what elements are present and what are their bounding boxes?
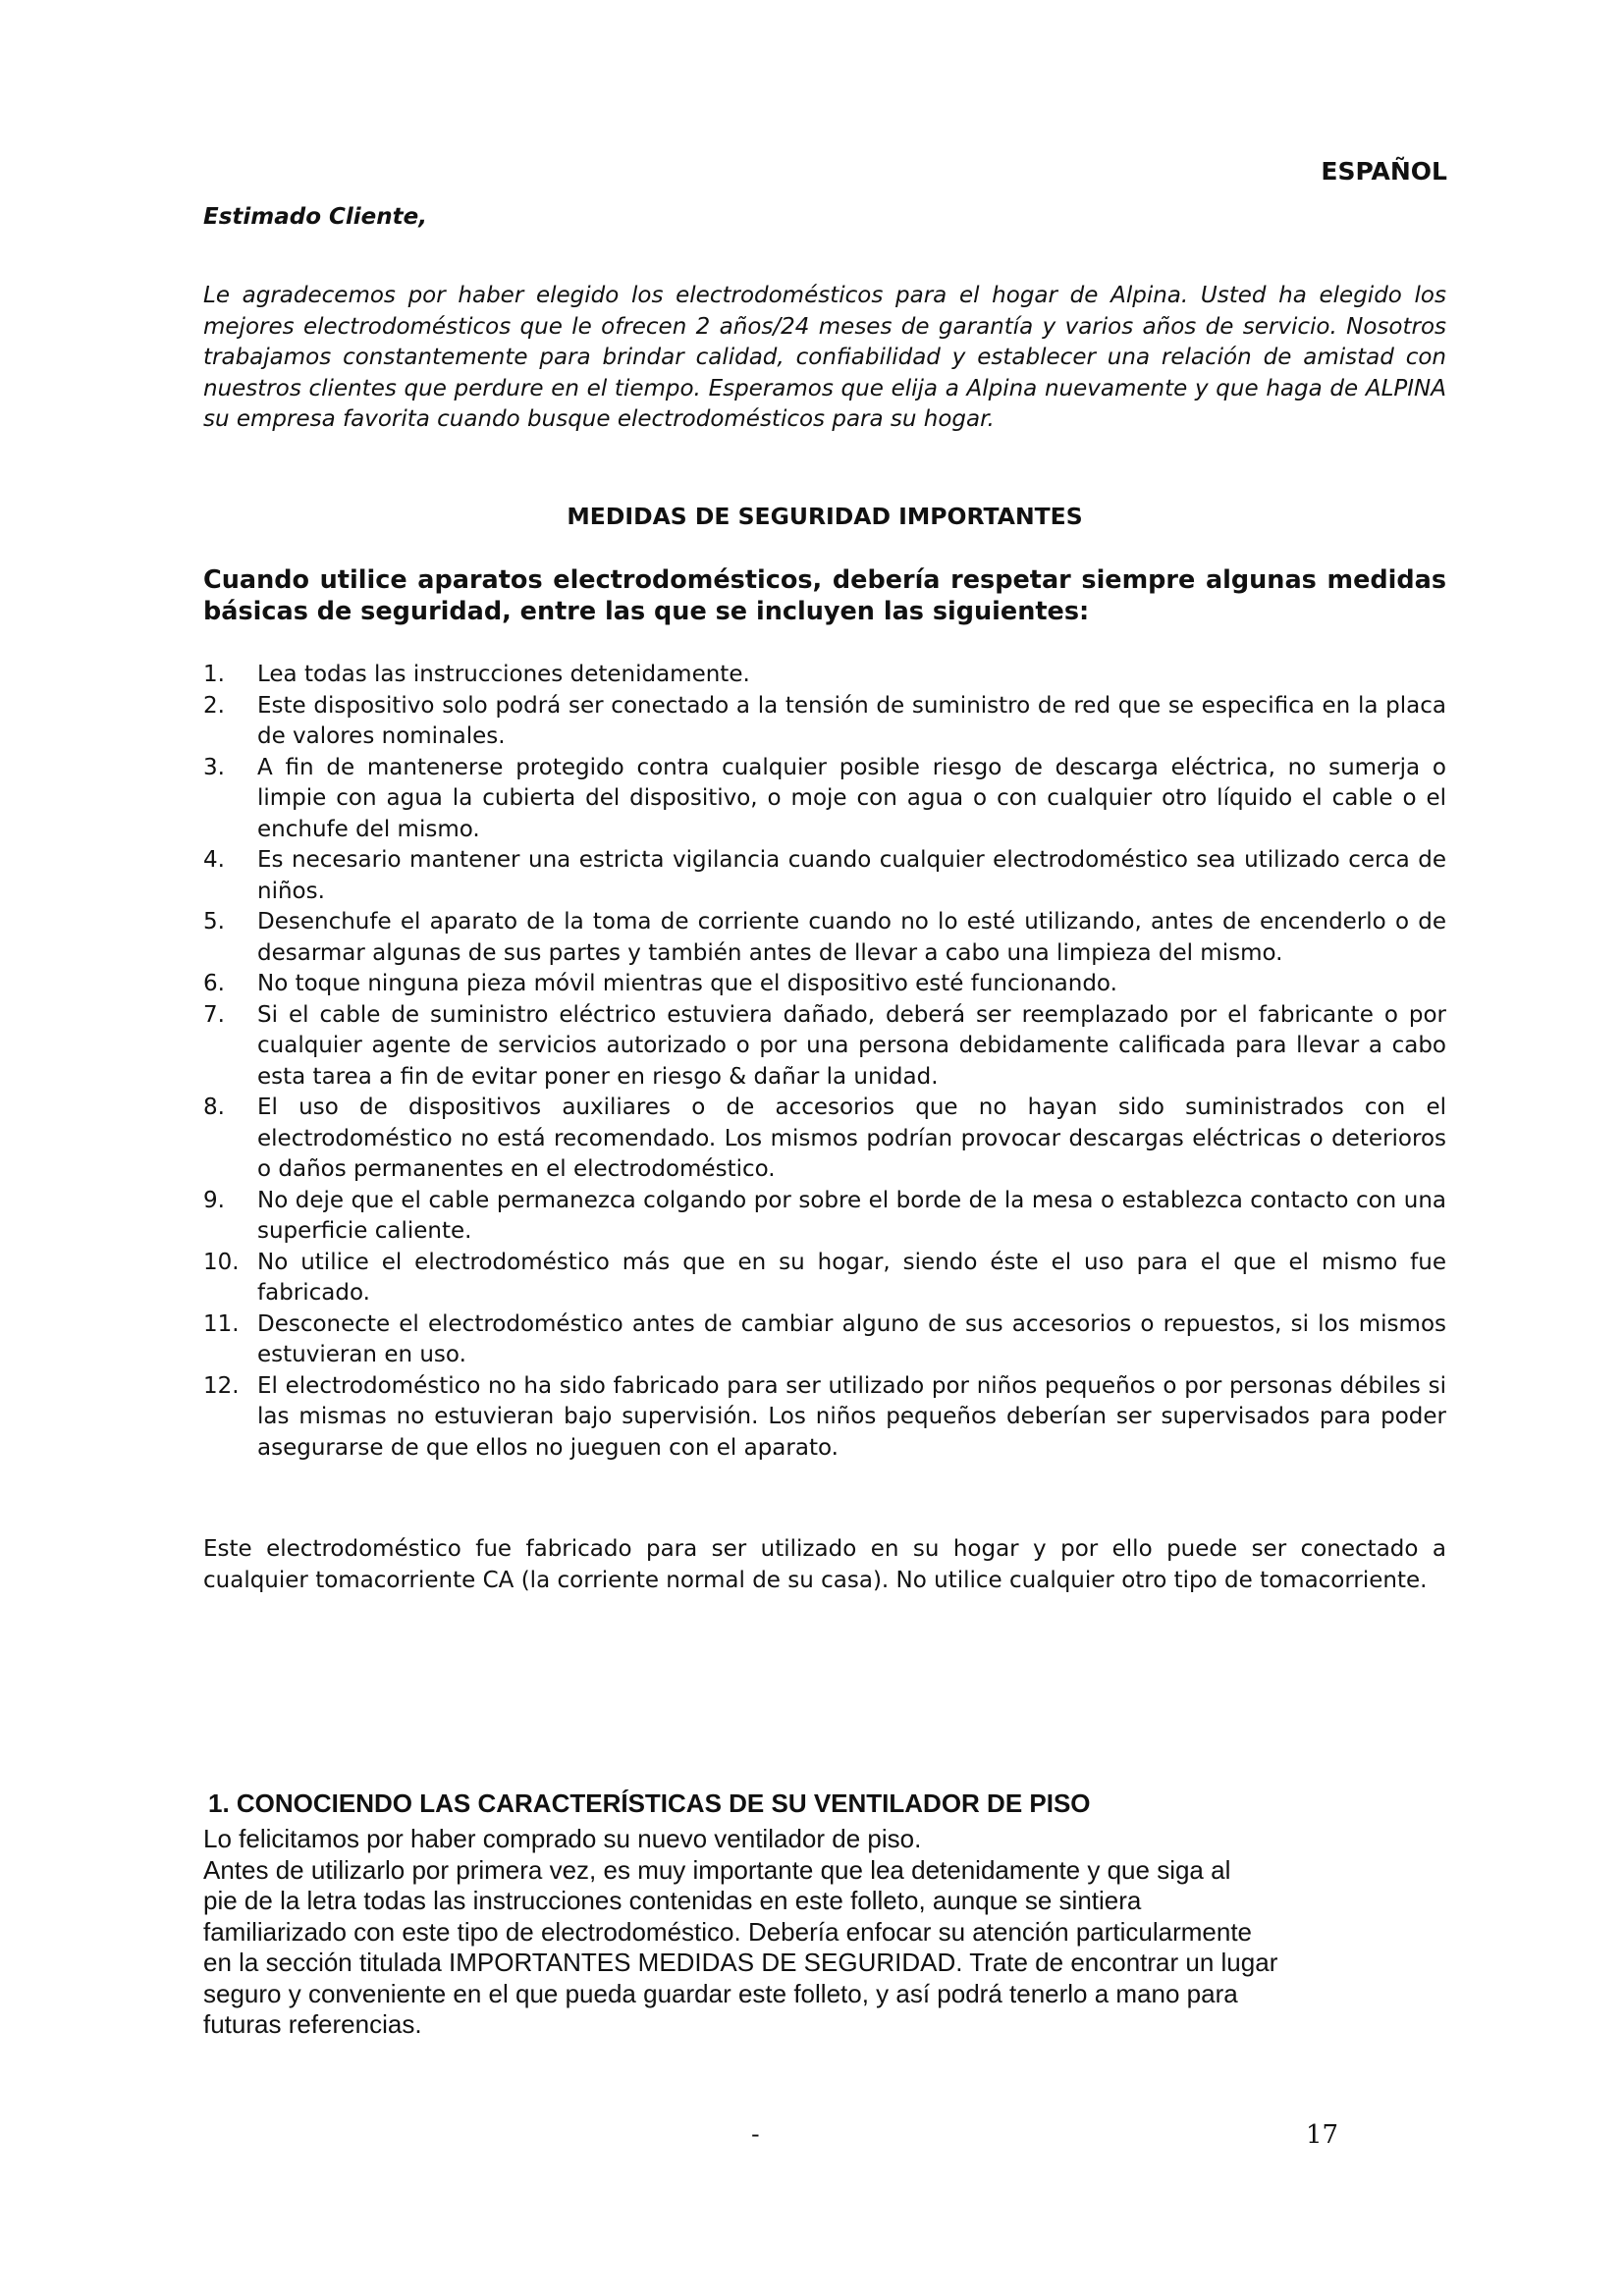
section-heading: 1. CONOCIENDO LAS CARACTERÍSTICAS DE SU VENTILADOR DE PISO xyxy=(208,1789,1091,1818)
greeting: Estimado Cliente, xyxy=(203,204,427,230)
text-line: Lo felicitamos por haber comprado su nuevo ventilador de piso. xyxy=(203,1824,922,1853)
item-number: 9. xyxy=(203,1187,225,1213)
list-item xyxy=(203,1000,1446,1094)
item-text: Si el cable de suministro eléctrico estuviera dañado, deberá ser reemplazado por el fabricante o por cualquier agente de servicios autorizado o por una persona debidamente calificada para llevar a cabo esta tarea a fin de evitar poner en riesgo & dañar la unidad. xyxy=(257,1001,1446,1090)
safety-lead: Cuando utilice aparatos electrodomésticos, debería respetar siempre algunas medidas básicas de seguridad, entre las que se incluyen las siguientes: xyxy=(203,565,1446,626)
item-text: Desconecte el electrodoméstico antes de cambiar alguno de sus accesorios o repuestos, si los mismos estuvieran en uso. xyxy=(257,1310,1446,1367)
item-number: 2. xyxy=(203,692,225,719)
item-number: 5. xyxy=(203,909,225,934)
list-item xyxy=(203,1186,1446,1248)
text-line: futuras referencias. xyxy=(203,2009,422,2039)
item-text: No utilice el electrodoméstico más que en su hogar, siendo éste el uso para el que el mismo fue fabricado. xyxy=(257,1249,1446,1306)
item-number: 7. xyxy=(203,1001,225,1028)
list-item xyxy=(203,660,1446,691)
text-line: seguro y conveniente en el que pueda guardar este folleto, y así podrá tenerlo a mano para xyxy=(203,1978,1238,2008)
item-number: 1. xyxy=(203,662,225,687)
list-item xyxy=(203,753,1446,846)
list-item xyxy=(203,845,1446,907)
item-text: Desenchufe el aparato de la toma de corriente cuando no lo esté utilizando, antes de encenderlo o de desarmar algunas de sus partes y también antes de llevar a cabo una limpieza del mismo. xyxy=(257,909,1446,966)
item-number: 4. xyxy=(203,847,225,873)
list-item xyxy=(203,907,1446,969)
text-line: pie de la letra todas las instrucciones contenidas en este folleto, aunque se sintiera xyxy=(203,1886,1142,1915)
list-item xyxy=(203,1093,1446,1186)
page-number: 17 xyxy=(1306,2120,1339,2150)
item-text: No deje que el cable permanezca colgando por sobre el borde de la mesa o establezca contacto con una superficie caliente. xyxy=(257,1187,1446,1244)
safety-list xyxy=(203,660,1446,1464)
list-item xyxy=(203,691,1446,753)
intro-paragraph: Le agradecemos por haber elegido los electrodomésticos para el hogar de Alpina. Usted ha elegido los mejores electrodomésticos que le ofrecen 2 años/24 meses de garantía y varios años de servicio. Nosotros trabajamos constantemente para brindar calidad, confiabilidad y establecer una relación de amistad con nuestros clientes que perdure en el tiempo. Esperamos que elija a Alpina nuevamente y que haga de ALPINA su empresa favorita cuando busque electrodomésticos para su hogar. xyxy=(203,283,1446,432)
item-text: A fin de mantenerse protegido contra cualquier posible riesgo de descarga eléctrica, no sumerja o limpie con agua la cubierta del dispositivo, o moje con agua o con cualquier otro líquido el cable o el enchufe del mismo. xyxy=(257,754,1446,842)
item-text: El uso de dispositivos auxiliares o de accesorios que no hayan sido suministrados con el electrodoméstico no está recomendado. Los mismos podrían provocar descargas eléctricas o deterioros o daños permanentes en el electrodoméstico. xyxy=(257,1095,1446,1182)
text-line: en la sección titulada IMPORTANTES MEDIDAS DE SEGURIDAD. Trate de encontrar un lugar xyxy=(203,1948,1278,1977)
footer-dash: - xyxy=(751,2120,760,2148)
item-text: Este dispositivo solo podrá ser conectado a la tensión de suministro de red que se especifica en la placa de valores nominales. xyxy=(257,692,1446,749)
item-number: 8. xyxy=(203,1095,225,1120)
list-item xyxy=(203,1248,1446,1309)
item-text: Lea todas las instrucciones detenidamente. xyxy=(257,662,750,687)
text-line: familiarizado con este tipo de electrodoméstico. Debería enfocar su atención particularmente xyxy=(203,1916,1253,1947)
text-line: Antes de utilizarlo por primera vez, es muy importante que lea detenidamente y que siga al xyxy=(203,1854,1231,1885)
item-text: No toque ninguna pieza móvil mientras que el dispositivo esté funcionando. xyxy=(257,971,1117,996)
section-body xyxy=(203,1824,1277,2041)
item-number: 10. xyxy=(203,1249,240,1275)
list-item xyxy=(203,969,1446,1000)
closing-paragraph: Este electrodoméstico fue fabricado para ser utilizado en su hogar y por ello puede ser conectado a cualquier tomacorriente CA (la corriente normal de su casa). No utilice cualquier otro tipo de tomacorriente. xyxy=(203,1536,1446,1593)
list-item xyxy=(203,1309,1446,1371)
item-number: 6. xyxy=(203,971,225,996)
item-number: 12. xyxy=(203,1372,240,1399)
item-number: 11. xyxy=(203,1310,240,1337)
list-item xyxy=(203,1371,1446,1465)
item-text: El electrodoméstico no ha sido fabricado para ser utilizado por niños pequeños o por personas débiles si las mismas no estuvieran bajo supervisión. Los niños pequeños deberían ser supervisados para poder asegurarse de que ellos no jueguen con el aparato. xyxy=(257,1372,1446,1461)
item-text: Es necesario mantener una estricta vigilancia cuando cualquier electrodoméstico sea utilizado cerca de niños. xyxy=(257,847,1446,904)
language-label: ESPAÑOL xyxy=(1321,157,1447,186)
item-number: 3. xyxy=(203,754,225,780)
safety-heading: MEDIDAS DE SEGURIDAD IMPORTANTES xyxy=(567,503,1083,530)
